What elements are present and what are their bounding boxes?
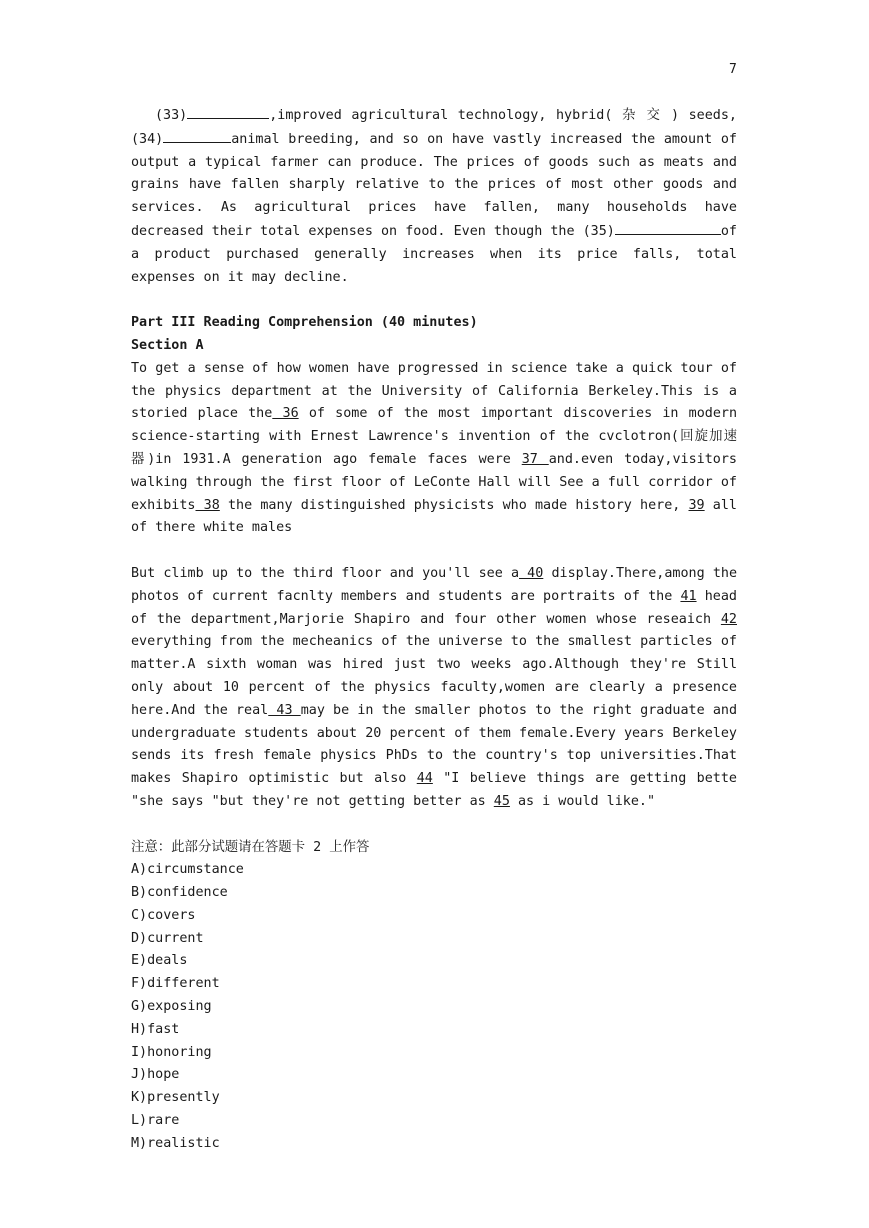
passage-text: "I believe things are getting bette "she says "but they're not getting better as xyxy=(131,771,737,809)
passage-text: head of the department,Marjorie Shapiro and four other women whose reseaich xyxy=(131,588,737,627)
passage-text: ,improved agricultural technology, hybrid( 杂 交 ) seeds,(34) xyxy=(131,108,737,147)
blank-38: 38 xyxy=(195,497,220,513)
blank-45: 45 xyxy=(493,793,510,809)
passage-text: To get a sense of how women have progressed in science take a quick tour of the physics department at the University of California Berkeley.This is a storied place the xyxy=(131,360,737,422)
answer-sheet-notice: 注意：此部分试题请在答题卡 2 上作答 xyxy=(131,839,370,855)
passage-text: of some of the most important discoveries in modern science-starting with Ernest Lawrence's invention of the cvclotron(回旋加速器)in 1931.A generation ago female faces were xyxy=(131,406,738,467)
passage-text: everything from the mecheanics of the universe to the smallest particles of matter.A sixth woman was hired just two weeks ago.Although they're Still only about 10 percent of the physics faculty,women are clearly a presence here.And the real xyxy=(131,634,737,718)
document-body xyxy=(131,104,737,1156)
answer-blank-33 xyxy=(187,104,269,119)
option-a: A)circumstance xyxy=(131,862,244,878)
option-b: B)confidence xyxy=(131,885,228,901)
passage-text: animal breeding, and so on have vastly increased the amount of output a typical farmer can produce. The prices of goods such as meats and grains have fallen sharply relative to the prices of most other goods and services. As agricultural prices have fallen, many households have decreased their total expenses on food. Even though the (35) xyxy=(131,131,737,239)
word-bank xyxy=(131,859,737,1155)
passage-text: may be in the smaller photos to the right graduate and undergraduate students about 20 percent of them female.Every years Berkeley sends its fresh female physics PhDs to the country's top universities.That makes Shapiro optimistic but also xyxy=(131,702,738,787)
passage-text: (33) xyxy=(155,108,188,123)
section-heading: Section A xyxy=(131,337,204,353)
option-l: L)rare xyxy=(131,1113,180,1129)
answer-blank-35 xyxy=(615,220,721,235)
option-g: G)exposing xyxy=(131,999,212,1015)
part-heading: Part III Reading Comprehension (40 minutes) xyxy=(131,315,478,331)
blank-44: 44 xyxy=(416,771,433,787)
option-i: I)honoring xyxy=(131,1044,212,1060)
passage-text: display.There,among the photos of current facnlty members and students are portraits of the xyxy=(131,565,738,604)
option-f: F)different xyxy=(131,976,220,992)
blank-42: 42 xyxy=(720,611,737,627)
option-m: M)realistic xyxy=(131,1135,220,1151)
passage-text: and.even today,visitors walking through the first floor of LeConte Hall will See a full corridor of exhibits xyxy=(131,451,737,513)
blank-37: 37 xyxy=(521,451,549,467)
spacer xyxy=(131,814,737,837)
blank-41: 41 xyxy=(680,588,697,604)
passage-text: all of there white males xyxy=(131,497,737,536)
passage-text: of a product purchased generally increases when its price falls, total expenses on it may decline. xyxy=(131,223,737,285)
passage-text: as i would like." xyxy=(509,793,656,809)
option-c: C)covers xyxy=(131,907,196,923)
reading-passage-paragraph-2 xyxy=(131,563,737,814)
option-k: K)presently xyxy=(131,1090,220,1106)
page-number: 7 xyxy=(729,62,737,77)
option-j: J)hope xyxy=(131,1067,180,1083)
option-d: D)current xyxy=(131,930,204,946)
answer-blank-34 xyxy=(163,128,231,143)
blank-43: 43 xyxy=(268,702,301,718)
blank-36: 36 xyxy=(272,406,299,422)
spacer xyxy=(131,289,737,312)
option-h: H)fast xyxy=(131,1021,180,1037)
passage-text: the many distinguished physicists who made history here, xyxy=(219,497,689,513)
blank-39: 39 xyxy=(688,497,705,513)
passage-text: But climb up to the third floor and you'll see a xyxy=(131,565,520,581)
option-e: E)deals xyxy=(131,953,188,969)
reading-passage-paragraph-1 xyxy=(131,358,737,540)
blank-40: 40 xyxy=(519,565,544,581)
spacer xyxy=(131,540,737,563)
passage-cloze-continuation xyxy=(131,104,737,289)
